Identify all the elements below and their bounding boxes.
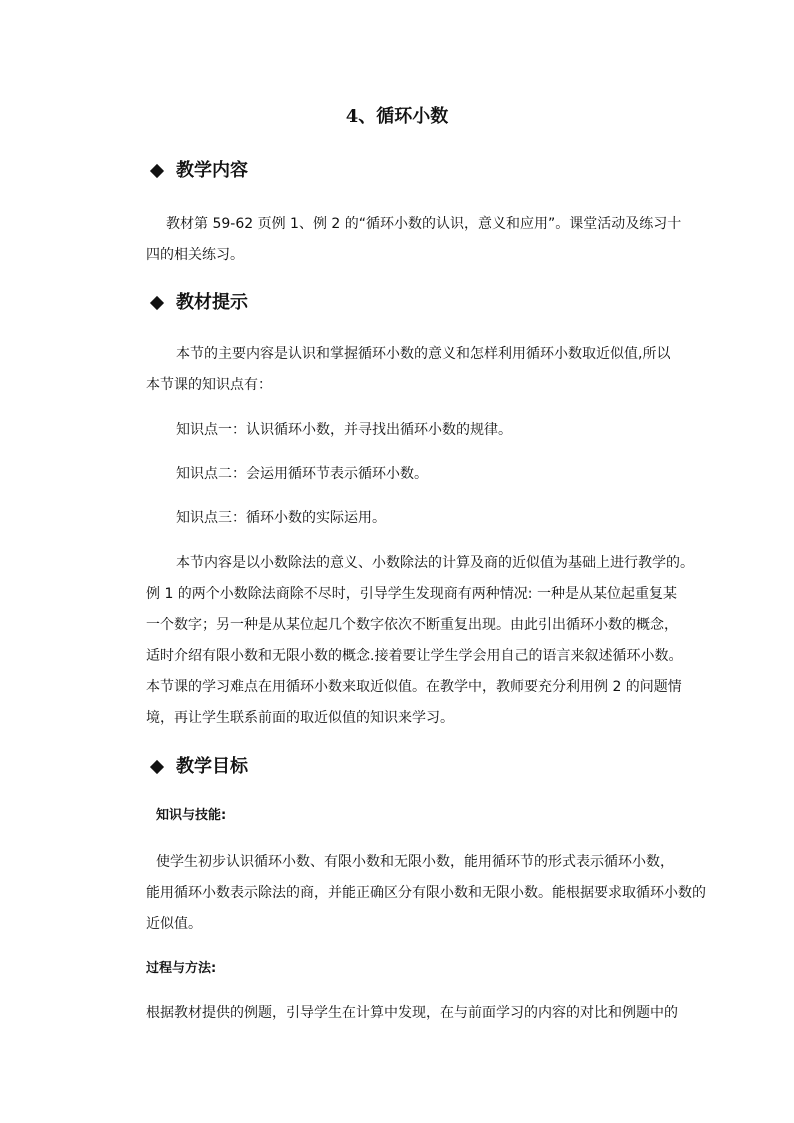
paragraph-line: 本节课的学习难点在用循环小数来取近似值。在教学中，教师要充分利用例 2 的问题情 — [146, 679, 682, 695]
paragraph-line: 本节内容是以小数除法的意义、小数除法的计算及商的近似值为基础上进行教学的。 — [176, 555, 694, 571]
diamond-bullet-icon — [150, 760, 164, 774]
subheading-knowledge: 知识与技能: — [156, 808, 227, 823]
knowledge-point: 知识点二：会运用循环节表示循环小数。 — [176, 466, 428, 482]
knowledge-point: 知识点三：循环小数的实际运用。 — [176, 510, 386, 526]
diamond-bullet-icon — [150, 296, 164, 310]
section-heading-goals — [150, 754, 248, 780]
paragraph-line: 一个数字；另一种是从某位起几个数字依次不断重复出现。由此引出循环小数的概念， — [146, 617, 678, 633]
knowledge-point: 知识点一：认识循环小数，并寻找出循环小数的规律。 — [176, 422, 512, 438]
paragraph-line: 四的相关练习。 — [146, 247, 244, 263]
section-heading-hints — [150, 290, 248, 316]
paragraph-line: 近似值。 — [146, 916, 202, 932]
diamond-bullet-icon — [150, 164, 164, 178]
paragraph-line: 境，再让学生联系前面的取近似值的知识来学习。 — [146, 710, 454, 726]
section-heading-text: 教学目标 — [176, 756, 248, 777]
paragraph-line: 本节的主要内容是认识和掌握循环小数的意义和怎样利用循环小数取近似值,所以 — [176, 346, 671, 362]
subheading-process: 过程与方法: — [146, 961, 217, 976]
paragraph-line: 使学生初步认识循环小数、有限小数和无限小数，能用循环节的形式表示循环小数， — [156, 854, 674, 870]
paragraph-line: 例 1 的两个小数除法商除不尽时，引导学生发现商有两种情况: 一种是从某位起重复某 — [146, 586, 677, 602]
page-title: 4、循环小数 — [345, 106, 449, 127]
section-heading-text: 教学内容 — [176, 160, 248, 181]
paragraph-line: 本节课的知识点有： — [146, 377, 272, 393]
paragraph-line: 适时介绍有限小数和无限小数的概念.接着要让学生学会用自己的语言来叙述循环小数。 — [146, 648, 683, 664]
paragraph-line: 教材第 59-62 页例 1、例 2 的“循环小数的认识，意义和应用”。课堂活动及练习十 — [166, 216, 682, 232]
section-heading-content — [150, 158, 248, 184]
paragraph-line: 能用循环小数表示除法的商，并能正确区分有限小数和无限小数。能根据要求取循环小数的 — [146, 885, 706, 901]
section-heading-text: 教材提示 — [176, 292, 248, 313]
paragraph-line: 根据教材提供的例题，引导学生在计算中发现，在与前面学习的内容的对比和例题中的 — [146, 1005, 678, 1021]
